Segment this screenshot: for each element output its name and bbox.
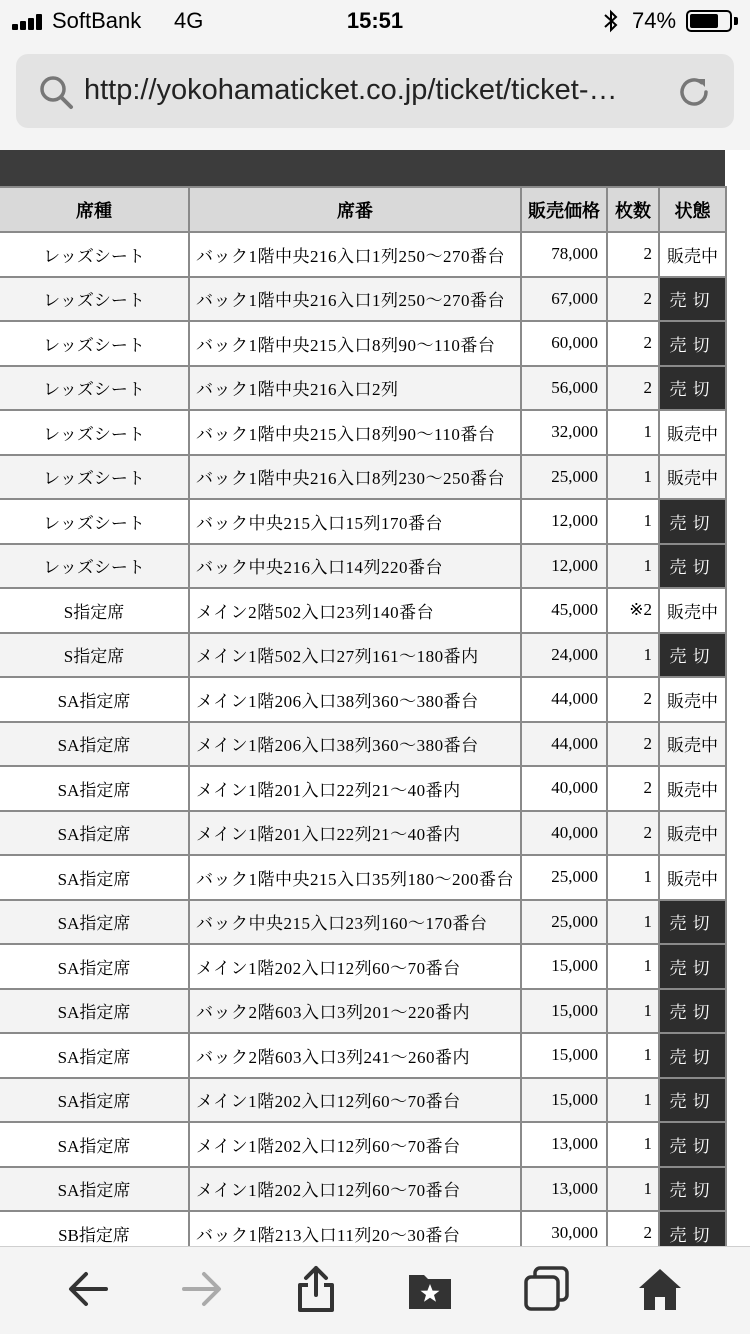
cell-seat-number: バック1階中央216入口1列250～270番台 (189, 277, 521, 322)
cell-seat-type: SA指定席 (0, 1078, 189, 1123)
table-row (0, 1078, 726, 1123)
cell-seat-type: SA指定席 (0, 766, 189, 811)
carrier-name: SoftBank (52, 8, 142, 33)
table-row (0, 544, 726, 589)
cell-quantity: 2 (607, 1211, 659, 1256)
status-on-sale: 販売中 (659, 722, 726, 767)
cell-quantity: 1 (607, 1167, 659, 1212)
cell-seat-type: レッズシート (0, 455, 189, 500)
page-margin (725, 150, 750, 1246)
status-bar (0, 0, 750, 42)
status-sold-out: 売切 (659, 366, 726, 411)
cell-quantity: 1 (607, 1078, 659, 1123)
status-on-sale: 販売中 (659, 855, 726, 900)
cell-price: 15,000 (521, 1078, 607, 1123)
cell-seat-number: バック1階中央215入口8列90～110番台 (189, 410, 521, 455)
status-on-sale: 販売中 (659, 588, 726, 633)
cell-seat-number: バック1階213入口11列20～30番台 (189, 1211, 521, 1256)
cell-seat-number: メイン1階201入口22列21～40番内 (189, 811, 521, 856)
cell-seat-type: レッズシート (0, 499, 189, 544)
cell-seat-type: レッズシート (0, 544, 189, 589)
cell-quantity: 2 (607, 677, 659, 722)
table-row (0, 989, 726, 1034)
cell-quantity: 2 (607, 722, 659, 767)
cell-seat-number: バック1階中央216入口2列 (189, 366, 521, 411)
reload-icon[interactable] (676, 74, 712, 110)
cell-price: 67,000 (521, 277, 607, 322)
url-text[interactable]: http://yokohamaticket.co.jp/ticket/ticket-… (84, 74, 618, 106)
battery-icon (686, 10, 732, 32)
cell-seat-number: メイン1階502入口27列161～180番内 (189, 633, 521, 678)
cell-seat-number: メイン1階202入口12列60～70番台 (189, 944, 521, 989)
cell-quantity: 1 (607, 410, 659, 455)
table-row (0, 944, 726, 989)
header-seat-number: 席番 (189, 187, 521, 232)
cell-seat-type: S指定席 (0, 588, 189, 633)
table-row (0, 900, 726, 945)
cell-seat-number: バック1階中央216入口8列230～250番台 (189, 455, 521, 500)
cell-price: 15,000 (521, 944, 607, 989)
cell-quantity: 2 (607, 366, 659, 411)
cell-seat-type: SA指定席 (0, 944, 189, 989)
status-sold-out: 売切 (659, 944, 726, 989)
cell-seat-type: SA指定席 (0, 855, 189, 900)
cell-price: 12,000 (521, 544, 607, 589)
table-header-row (0, 187, 726, 232)
status-sold-out: 売切 (659, 1167, 726, 1212)
forward-icon[interactable] (178, 1265, 226, 1313)
cell-price: 60,000 (521, 321, 607, 366)
cell-quantity: ※2 (607, 588, 659, 633)
cell-price: 15,000 (521, 1033, 607, 1078)
table-row (0, 1122, 726, 1167)
status-on-sale: 販売中 (659, 766, 726, 811)
cell-seat-type: SA指定席 (0, 1033, 189, 1078)
cell-seat-type: SB指定席 (0, 1211, 189, 1256)
table-row (0, 722, 726, 767)
browser-toolbar (0, 1246, 750, 1334)
status-on-sale: 販売中 (659, 455, 726, 500)
cell-seat-type: SA指定席 (0, 900, 189, 945)
cell-seat-type: SA指定席 (0, 811, 189, 856)
status-sold-out: 売切 (659, 499, 726, 544)
cell-seat-number: バック2階603入口3列201～220番内 (189, 989, 521, 1034)
cell-seat-type: レッズシート (0, 410, 189, 455)
ticket-table (0, 186, 727, 1257)
table-row (0, 232, 726, 277)
bookmarks-icon[interactable] (406, 1265, 454, 1313)
page-header-band (0, 150, 725, 186)
cell-seat-type: SA指定席 (0, 1167, 189, 1212)
table-row (0, 410, 726, 455)
ticket-table-body (0, 232, 726, 1256)
cell-seat-type: SA指定席 (0, 722, 189, 767)
cell-quantity: 1 (607, 633, 659, 678)
cell-price: 44,000 (521, 722, 607, 767)
cell-seat-type: SA指定席 (0, 677, 189, 722)
cell-price: 13,000 (521, 1167, 607, 1212)
cell-seat-type: レッズシート (0, 321, 189, 366)
cell-seat-type: レッズシート (0, 232, 189, 277)
table-row (0, 366, 726, 411)
cell-seat-number: バック2階603入口3列241～260番内 (189, 1033, 521, 1078)
cell-quantity: 1 (607, 944, 659, 989)
table-row (0, 811, 726, 856)
cell-quantity: 2 (607, 766, 659, 811)
cell-price: 32,000 (521, 410, 607, 455)
table-row (0, 277, 726, 322)
cell-price: 25,000 (521, 455, 607, 500)
cell-quantity: 2 (607, 232, 659, 277)
cell-price: 15,000 (521, 989, 607, 1034)
cell-seat-number: メイン1階201入口22列21～40番内 (189, 766, 521, 811)
cell-seat-type: レッズシート (0, 277, 189, 322)
cell-price: 30,000 (521, 1211, 607, 1256)
cell-seat-type: SA指定席 (0, 1122, 189, 1167)
table-row (0, 321, 726, 366)
bluetooth-icon (603, 9, 619, 33)
cell-quantity: 1 (607, 900, 659, 945)
battery-tip (734, 17, 738, 25)
share-icon[interactable] (292, 1265, 340, 1313)
cell-seat-type: SA指定席 (0, 989, 189, 1034)
cell-price: 12,000 (521, 499, 607, 544)
browser-address-area (0, 42, 750, 150)
cell-price: 40,000 (521, 766, 607, 811)
cell-quantity: 1 (607, 989, 659, 1034)
cell-seat-number: メイン1階202入口12列60～70番台 (189, 1122, 521, 1167)
cell-seat-number: メイン1階202入口12列60～70番台 (189, 1167, 521, 1212)
tabs-icon[interactable] (522, 1265, 570, 1313)
cell-seat-number: メイン1階202入口12列60～70番台 (189, 1078, 521, 1123)
cell-quantity: 1 (607, 499, 659, 544)
table-row (0, 1033, 726, 1078)
header-price: 販売価格 (521, 187, 607, 232)
cell-quantity: 2 (607, 811, 659, 856)
status-sold-out: 売切 (659, 544, 726, 589)
cell-quantity: 1 (607, 1033, 659, 1078)
cell-price: 25,000 (521, 855, 607, 900)
network-type: 4G (174, 8, 204, 33)
cell-price: 24,000 (521, 633, 607, 678)
table-row (0, 633, 726, 678)
cell-seat-number: バック1階中央215入口8列90～110番台 (189, 321, 521, 366)
cell-quantity: 2 (607, 321, 659, 366)
cell-seat-number: メイン1階206入口38列360～380番台 (189, 722, 521, 767)
status-time: 15:51 (346, 8, 404, 33)
table-row (0, 766, 726, 811)
status-on-sale: 販売中 (659, 232, 726, 277)
cell-price: 56,000 (521, 366, 607, 411)
status-sold-out: 売切 (659, 1078, 726, 1123)
status-sold-out: 売切 (659, 900, 726, 945)
cell-quantity: 1 (607, 544, 659, 589)
cell-price: 44,000 (521, 677, 607, 722)
status-sold-out: 売切 (659, 1211, 726, 1256)
home-icon[interactable] (636, 1265, 684, 1313)
cell-quantity: 2 (607, 277, 659, 322)
header-status: 状態 (659, 187, 726, 232)
status-on-sale: 販売中 (659, 410, 726, 455)
status-sold-out: 売切 (659, 321, 726, 366)
table-row (0, 499, 726, 544)
status-sold-out: 売切 (659, 1033, 726, 1078)
table-row (0, 588, 726, 633)
cell-seat-number: バック1階中央215入口35列180～200番台 (189, 855, 521, 900)
table-row (0, 677, 726, 722)
cell-seat-number: メイン1階206入口38列360～380番台 (189, 677, 521, 722)
header-seat-type: 席種 (0, 187, 189, 232)
cell-seat-number: バック中央215入口23列160～170番台 (189, 900, 521, 945)
cell-price: 78,000 (521, 232, 607, 277)
status-on-sale: 販売中 (659, 677, 726, 722)
cell-seat-number: バック中央215入口15列170番台 (189, 499, 521, 544)
status-sold-out: 売切 (659, 1122, 726, 1167)
cell-price: 25,000 (521, 900, 607, 945)
cell-seat-type: S指定席 (0, 633, 189, 678)
cell-seat-type: レッズシート (0, 366, 189, 411)
address-bar[interactable] (16, 54, 734, 128)
cell-seat-number: バック1階中央216入口1列250～270番台 (189, 232, 521, 277)
header-quantity: 枚数 (607, 187, 659, 232)
cell-seat-number: バック中央216入口14列220番台 (189, 544, 521, 589)
status-sold-out: 売切 (659, 633, 726, 678)
battery-level-fill (690, 14, 718, 28)
table-row (0, 855, 726, 900)
cell-price: 45,000 (521, 588, 607, 633)
cell-seat-number: メイン2階502入口23列140番台 (189, 588, 521, 633)
search-icon (38, 74, 74, 110)
status-sold-out: 売切 (659, 989, 726, 1034)
cell-quantity: 1 (607, 1122, 659, 1167)
cell-quantity: 1 (607, 855, 659, 900)
table-row (0, 455, 726, 500)
table-row (0, 1167, 726, 1212)
cell-price: 40,000 (521, 811, 607, 856)
status-on-sale: 販売中 (659, 811, 726, 856)
battery-percentage: 74% (632, 8, 677, 33)
cell-quantity: 1 (607, 455, 659, 500)
status-sold-out: 売切 (659, 277, 726, 322)
cell-price: 13,000 (521, 1122, 607, 1167)
back-icon[interactable] (64, 1265, 112, 1313)
